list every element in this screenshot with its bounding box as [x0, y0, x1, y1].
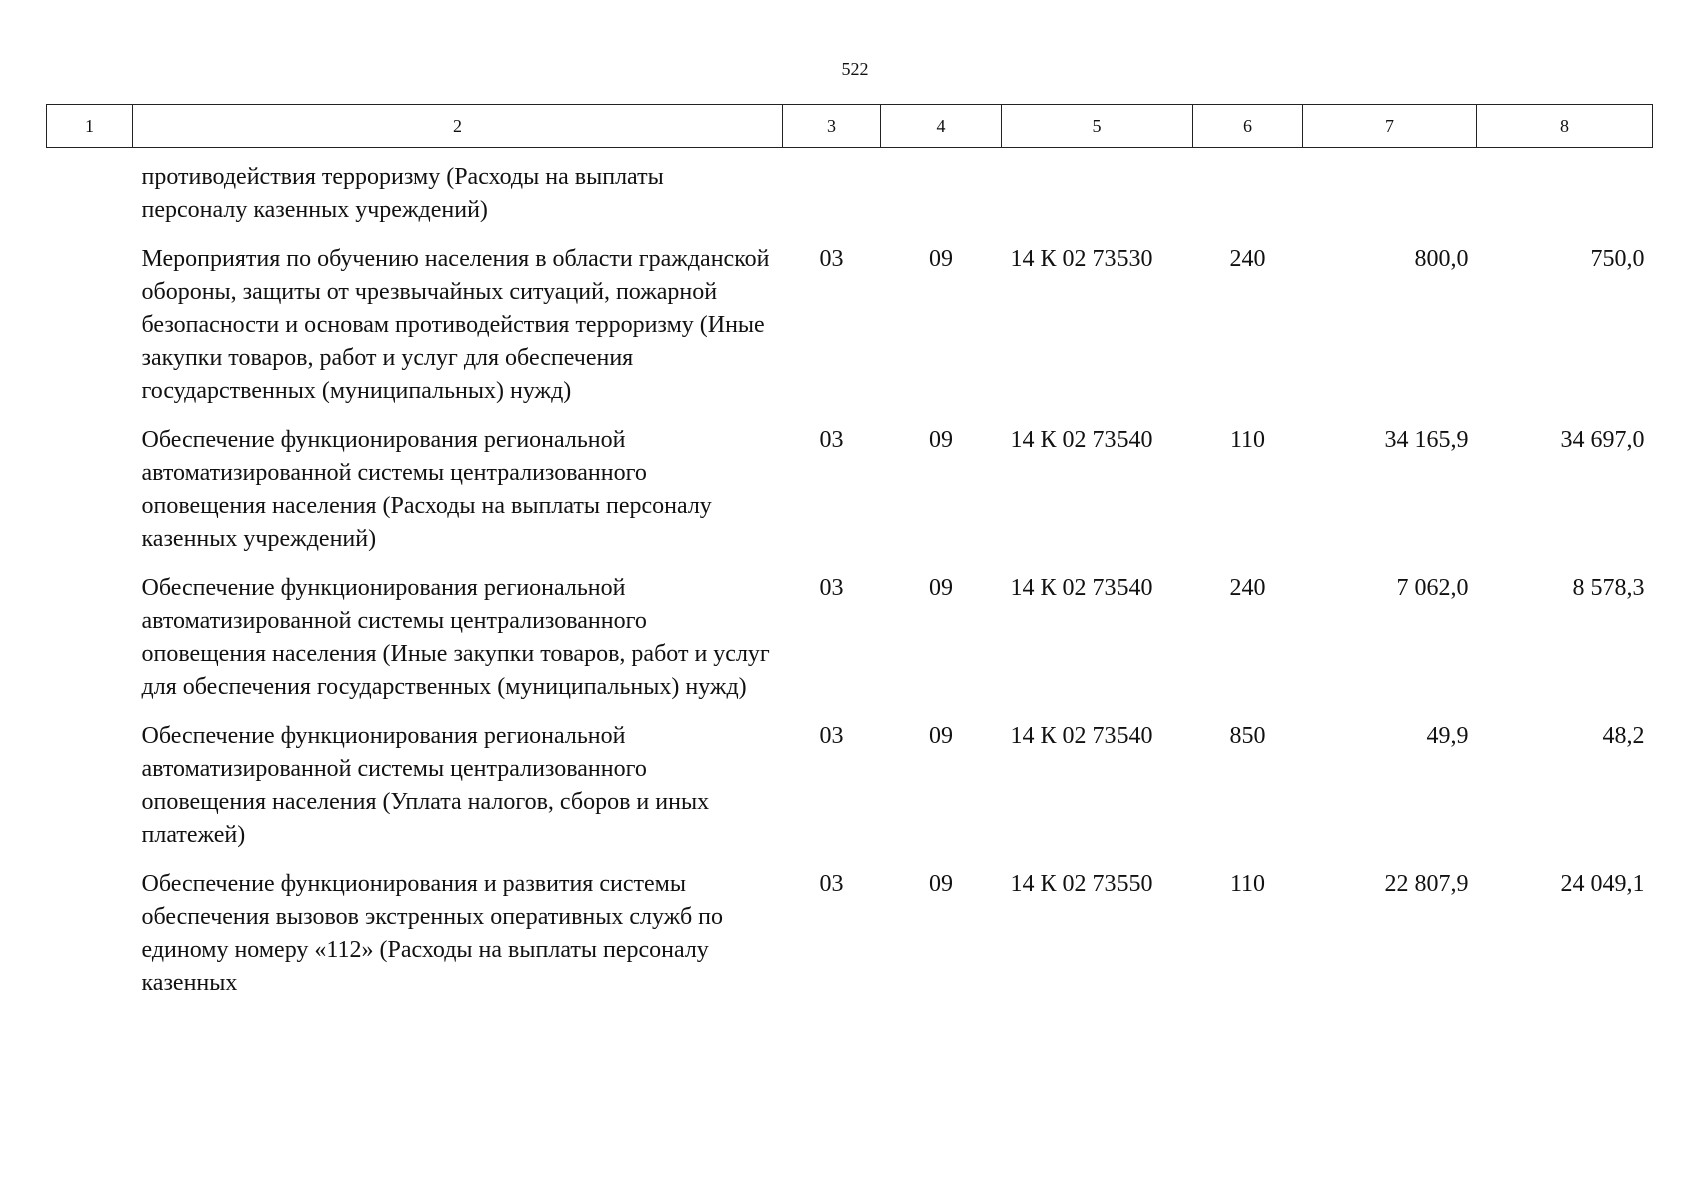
row-name-cell [47, 424, 133, 572]
row-subsection: 09 [929, 871, 953, 897]
row-subsection: 09 [929, 246, 953, 272]
row-subsection: 09 [929, 427, 953, 453]
row-expense-type: 240 [1229, 246, 1266, 272]
column-header-5: 5 [1002, 105, 1193, 148]
row-description: противодействия терроризму (Расходы на выплаты персоналу казенных учреждений) [141, 164, 664, 223]
row-expense-type: 110 [1229, 427, 1266, 453]
row-description: Обеспечение функционирования региональной автоматизированной системы централизованного оповещения населения (Иные закупки товаров, работ и услуг для обеспечения государственных (муниципальных) нужд) [141, 575, 770, 700]
row-amount-year-1: 22 807,9 [1384, 871, 1469, 897]
row-target-code: 14 К 02 73530 [1010, 246, 1153, 272]
row-amount-year-2 [1477, 148, 1653, 244]
row-description: Обеспечение функционирования региональной автоматизированной системы централизованного оповещения населения (Уплата налогов, сборов и иных платежей) [141, 723, 710, 848]
row-name-cell [47, 243, 133, 424]
column-header-8: 8 [1477, 105, 1653, 148]
column-header-1: 1 [47, 105, 133, 148]
column-header-3: 3 [783, 105, 881, 148]
row-name-cell [47, 148, 133, 244]
row-section [783, 148, 881, 244]
table-row [47, 243, 1653, 424]
row-expense-type: 850 [1229, 723, 1266, 749]
column-number-row [47, 105, 1653, 148]
row-subsection: 09 [929, 575, 953, 601]
table-row [47, 572, 1653, 720]
row-amount-year-2: 750,0 [1590, 246, 1645, 272]
table-row [47, 424, 1653, 572]
column-header-6: 6 [1193, 105, 1303, 148]
row-expense-type [1193, 148, 1303, 244]
column-header-2: 2 [133, 105, 783, 148]
row-expense-type: 240 [1229, 575, 1266, 601]
row-target-code: 14 К 02 73540 [1010, 427, 1153, 453]
row-target-code: 14 К 02 73550 [1010, 871, 1153, 897]
row-amount-year-2: 48,2 [1602, 723, 1645, 749]
row-expense-type: 110 [1229, 871, 1266, 897]
page-number: 522 [841, 59, 869, 79]
row-subsection: 09 [929, 723, 953, 749]
row-section: 03 [819, 427, 844, 453]
row-amount-year-1: 49,9 [1426, 723, 1469, 749]
row-amount-year-1: 7 062,0 [1396, 575, 1469, 601]
table-row [47, 720, 1653, 868]
row-section: 03 [819, 723, 844, 749]
row-name-cell [47, 720, 133, 868]
table-row [47, 148, 1653, 244]
row-amount-year-2: 8 578,3 [1572, 575, 1645, 601]
row-description: Мероприятия по обучению населения в области гражданской обороны, защиты от чрезвычайных ситуаций, пожарной безопасности и основам противодействия терроризму (Иные закупки товаров, работ и услуг для обеспечения государственных (муниципальных) нужд) [141, 246, 770, 404]
row-target-code: 14 К 02 73540 [1010, 723, 1153, 749]
row-name-cell [47, 868, 133, 1016]
row-name-cell [47, 572, 133, 720]
row-amount-year-2: 24 049,1 [1560, 871, 1645, 897]
row-section: 03 [819, 246, 844, 272]
row-section: 03 [819, 575, 844, 601]
column-header-4: 4 [881, 105, 1002, 148]
row-amount-year-1 [1303, 148, 1477, 244]
row-amount-year-2: 34 697,0 [1560, 427, 1645, 453]
row-section: 03 [819, 871, 844, 897]
row-description: Обеспечение функционирования и развития системы обеспечения вызовов экстренных оперативных служб по единому номеру «112» (Расходы на выплаты персоналу казенных [141, 871, 723, 996]
row-target-code: 14 К 02 73540 [1010, 575, 1153, 601]
budget-table [46, 104, 1653, 1016]
column-header-7: 7 [1303, 105, 1477, 148]
row-subsection [881, 148, 1002, 244]
row-target-code [1002, 148, 1193, 244]
table-row [47, 868, 1653, 1016]
row-description: Обеспечение функционирования региональной автоматизированной системы централизованного оповещения населения (Расходы на выплаты персоналу казенных учреждений) [141, 427, 712, 552]
row-amount-year-1: 34 165,9 [1384, 427, 1469, 453]
row-amount-year-1: 800,0 [1414, 246, 1469, 272]
